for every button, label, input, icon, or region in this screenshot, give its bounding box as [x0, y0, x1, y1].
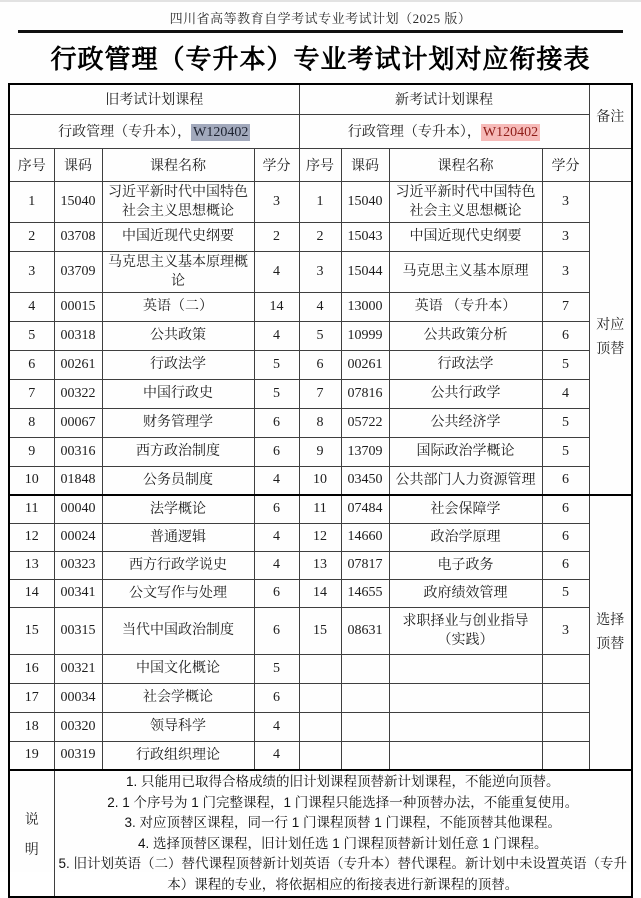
note-line: 3. 对应顶替区课程，同一行 1 门课程顶替 1 门课程，不能顶替其他课程。 [124, 815, 562, 830]
cell-old-no: 19 [9, 741, 54, 770]
cell-new-credit: 6 [542, 495, 589, 523]
cell-new-no: 8 [299, 408, 341, 437]
cell-new-code: 07484 [341, 495, 389, 523]
cell-old-no: 10 [9, 466, 54, 495]
new-plan-header: 新考试计划课程 [299, 84, 589, 114]
cell-old-credit: 5 [254, 654, 299, 683]
cell-old-code: 00316 [54, 437, 102, 466]
cell-new-credit: 5 [542, 437, 589, 466]
notes-body-cell [54, 770, 632, 897]
cell-old-name: 领导科学 [102, 712, 254, 741]
cell-old-credit: 4 [254, 741, 299, 770]
cell-old-name: 行政法学 [102, 350, 254, 379]
cell-old-credit: 4 [254, 466, 299, 495]
cell-new-code: 14660 [341, 523, 389, 551]
cell-new-code: 07816 [341, 379, 389, 408]
cell-old-credit: 6 [254, 579, 299, 607]
cell-new-name: 政府绩效管理 [389, 579, 542, 607]
cell-old-name: 社会学概论 [102, 683, 254, 712]
cell-old-name: 西方行政学说史 [102, 551, 254, 579]
cell-old-name: 法学概论 [102, 495, 254, 523]
cell-new-no: 6 [299, 350, 341, 379]
col-header-old-no: 序号 [9, 148, 54, 181]
cell-new-no: 11 [299, 495, 341, 523]
cell-new-name [389, 654, 542, 683]
cell-old-no: 5 [9, 321, 54, 350]
cell-old-credit: 5 [254, 379, 299, 408]
cell-old-code: 00024 [54, 523, 102, 551]
cell-new-no [299, 683, 341, 712]
course-row [9, 495, 632, 523]
course-row [9, 683, 632, 712]
cell-old-name: 习近平新时代中国特色社会主义思想概论 [102, 181, 254, 222]
cell-old-code: 03709 [54, 251, 102, 292]
course-row [9, 251, 632, 292]
col-header-old-name: 课程名称 [102, 148, 254, 181]
cell-new-code: 07817 [341, 551, 389, 579]
col-header-old-code: 课码 [54, 148, 102, 181]
cell-old-credit: 14 [254, 292, 299, 321]
cell-new-no: 5 [299, 321, 341, 350]
cell-new-credit: 5 [542, 350, 589, 379]
col-header-old-credit: 学分 [254, 148, 299, 181]
cell-old-code: 00322 [54, 379, 102, 408]
cell-old-credit: 6 [254, 495, 299, 523]
cell-new-name: 求职择业与创业指导（实践） [389, 607, 542, 654]
cell-new-code [341, 741, 389, 770]
notes-section [9, 770, 632, 897]
cell-old-code: 00034 [54, 683, 102, 712]
table-header-section [9, 84, 632, 181]
cell-old-no: 16 [9, 654, 54, 683]
cell-new-code: 10999 [341, 321, 389, 350]
cell-new-code [341, 712, 389, 741]
cell-new-no: 2 [299, 222, 341, 251]
cell-old-no: 15 [9, 607, 54, 654]
course-row [9, 551, 632, 579]
cell-new-no [299, 654, 341, 683]
cell-new-code [341, 683, 389, 712]
cell-old-no: 18 [9, 712, 54, 741]
notes-label-cell [9, 770, 54, 897]
notes-row [9, 770, 632, 897]
new-major-cell [299, 114, 589, 148]
cell-old-credit: 6 [254, 683, 299, 712]
cell-old-code: 00015 [54, 292, 102, 321]
cell-old-credit: 6 [254, 607, 299, 654]
note-line: 5. 旧计划英语（二）替代课程顶替新计划英语（专升本）替代课程。新计划中未设置英语（专升本）课程的专业，将依据相应的衔接表进行新课程的顶替。 [58, 856, 627, 892]
cell-old-code: 00319 [54, 741, 102, 770]
notes-label: 说明 [24, 810, 39, 857]
col-header-new-name: 课程名称 [389, 148, 542, 181]
cell-new-no: 1 [299, 181, 341, 222]
cell-new-code: 15044 [341, 251, 389, 292]
plan-header-row [9, 84, 632, 114]
doc-header-text: 四川省高等教育自学考试专业考试计划（2025 版） [169, 11, 472, 26]
cell-old-code: 00261 [54, 350, 102, 379]
cell-old-credit: 6 [254, 437, 299, 466]
cell-new-credit: 6 [542, 466, 589, 495]
cell-new-code: 13709 [341, 437, 389, 466]
cell-old-no: 7 [9, 379, 54, 408]
cell-old-name: 公务员制度 [102, 466, 254, 495]
cell-new-code: 13000 [341, 292, 389, 321]
cell-new-name: 政治学原理 [389, 523, 542, 551]
cell-new-name: 中国近现代史纲要 [389, 222, 542, 251]
course-row [9, 350, 632, 379]
cell-new-code: 08631 [341, 607, 389, 654]
course-rows-section [9, 181, 632, 770]
cell-new-name: 公共经济学 [389, 408, 542, 437]
cell-new-name: 国际政治学概论 [389, 437, 542, 466]
cell-old-no: 4 [9, 292, 54, 321]
cell-old-name: 普通逻辑 [102, 523, 254, 551]
cell-old-code: 00341 [54, 579, 102, 607]
cell-new-name: 公共部门人力资源管理 [389, 466, 542, 495]
major-row [9, 114, 632, 148]
cell-new-credit: 4 [542, 379, 589, 408]
cell-new-credit: 7 [542, 292, 589, 321]
cell-new-code: 15043 [341, 222, 389, 251]
cell-new-name: 习近平新时代中国特色社会主义思想概论 [389, 181, 542, 222]
col-header-new-code: 课码 [341, 148, 389, 181]
cell-new-name [389, 712, 542, 741]
cell-new-code: 05722 [341, 408, 389, 437]
cell-new-name: 马克思主义基本原理 [389, 251, 542, 292]
cell-old-credit: 4 [254, 523, 299, 551]
cell-old-code: 00067 [54, 408, 102, 437]
course-row [9, 222, 632, 251]
cell-old-no: 14 [9, 579, 54, 607]
course-row [9, 741, 632, 770]
cell-old-no: 1 [9, 181, 54, 222]
new-major-label: 行政管理（专升本）， [347, 125, 481, 140]
cell-new-code: 14655 [341, 579, 389, 607]
cell-new-credit: 6 [542, 523, 589, 551]
course-row [9, 437, 632, 466]
course-row [9, 712, 632, 741]
cell-old-name: 中国行政史 [102, 379, 254, 408]
correspondence-table [8, 83, 633, 898]
course-row [9, 181, 632, 222]
cell-new-credit [542, 741, 589, 770]
cell-old-credit: 4 [254, 251, 299, 292]
new-plan-code-highlight: W120402 [482, 125, 539, 140]
cell-old-name: 中国近现代史纲要 [102, 222, 254, 251]
cell-new-code [341, 654, 389, 683]
course-row [9, 379, 632, 408]
cell-new-name: 英语 （专升本） [389, 292, 542, 321]
cell-new-credit [542, 712, 589, 741]
cell-new-code: 00261 [341, 350, 389, 379]
cell-new-no: 13 [299, 551, 341, 579]
cell-old-code: 15040 [54, 181, 102, 222]
column-header-row [9, 148, 632, 181]
cell-old-credit: 2 [254, 222, 299, 251]
cell-new-no: 4 [299, 292, 341, 321]
cell-old-no: 6 [9, 350, 54, 379]
cell-new-credit: 3 [542, 222, 589, 251]
cell-old-name: 中国文化概论 [102, 654, 254, 683]
note-line: 2. 1 个序号为 1 门完整课程，1 门课程只能选择一种顶替办法，不能重复使用。 [107, 794, 579, 810]
cell-new-credit: 3 [542, 251, 589, 292]
cell-new-no [299, 741, 341, 770]
cell-old-credit: 6 [254, 408, 299, 437]
old-plan-code-highlight: W120402 [193, 125, 249, 140]
cell-new-no: 10 [299, 466, 341, 495]
cell-new-code: 03450 [341, 466, 389, 495]
course-row [9, 292, 632, 321]
cell-old-credit: 4 [254, 712, 299, 741]
cell-new-no: 3 [299, 251, 341, 292]
note-line: 4. 选择顶替区课程，旧计划任选 1 门课程顶替新计划任意 1 门课程。 [137, 835, 548, 851]
cell-old-no: 2 [9, 222, 54, 251]
cell-new-no: 14 [299, 579, 341, 607]
course-row [9, 654, 632, 683]
course-row [9, 466, 632, 495]
cell-old-code: 00323 [54, 551, 102, 579]
cell-old-name: 马克思主义基本原理概论 [102, 251, 254, 292]
cell-old-code: 01848 [54, 466, 102, 495]
cell-new-credit: 3 [542, 607, 589, 654]
course-row [9, 523, 632, 551]
cell-old-code: 00040 [54, 495, 102, 523]
cell-new-credit [542, 654, 589, 683]
col-header-new-credit: 学分 [542, 148, 589, 181]
col-header-new-no: 序号 [299, 148, 341, 181]
cell-old-no: 8 [9, 408, 54, 437]
remark-header: 备注 [589, 84, 632, 148]
cell-new-no: 7 [299, 379, 341, 408]
cell-old-no: 3 [9, 251, 54, 292]
cell-old-name: 当代中国政治制度 [102, 607, 254, 654]
remark-choice-cell: 选择顶替 [589, 495, 632, 770]
remark-spacer-cell [589, 148, 632, 181]
cell-old-no: 13 [9, 551, 54, 579]
header-double-rule [18, 30, 623, 33]
cell-new-name [389, 741, 542, 770]
remark-correspond-cell: 对应顶替 [589, 181, 632, 495]
cell-new-credit: 6 [542, 551, 589, 579]
cell-old-credit: 5 [254, 350, 299, 379]
cell-new-code: 15040 [341, 181, 389, 222]
cell-old-name: 行政组织理论 [102, 741, 254, 770]
cell-old-name: 西方政治制度 [102, 437, 254, 466]
cell-old-credit: 4 [254, 551, 299, 579]
cell-new-no: 9 [299, 437, 341, 466]
cell-old-no: 17 [9, 683, 54, 712]
old-major-cell [9, 114, 299, 148]
cell-new-credit: 6 [542, 321, 589, 350]
cell-new-name: 电子政务 [389, 551, 542, 579]
old-plan-header: 旧考试计划课程 [9, 84, 299, 114]
old-major-label: 行政管理（专升本）， [58, 125, 192, 140]
cell-old-name: 财务管理学 [102, 408, 254, 437]
cell-new-credit: 5 [542, 408, 589, 437]
note-line: 1. 只能用已取得合格成绩的旧计划课程顶替新计划课程，不能逆向顶替。 [125, 774, 560, 789]
cell-new-credit: 3 [542, 181, 589, 222]
cell-old-name: 英语（二） [102, 292, 254, 321]
cell-new-no [299, 712, 341, 741]
cell-new-name [389, 683, 542, 712]
cell-old-no: 12 [9, 523, 54, 551]
cell-old-code: 00318 [54, 321, 102, 350]
page-title: 行政管理（专升本）专业考试计划对应衔接表 [50, 44, 591, 74]
cell-new-name: 行政法学 [389, 350, 542, 379]
course-row [9, 321, 632, 350]
cell-old-credit: 3 [254, 181, 299, 222]
cell-new-name: 公共政策分析 [389, 321, 542, 350]
cell-old-code: 00315 [54, 607, 102, 654]
course-row [9, 607, 632, 654]
cell-new-no: 15 [299, 607, 341, 654]
cell-old-code: 00321 [54, 654, 102, 683]
cell-old-code: 03708 [54, 222, 102, 251]
cell-old-name: 公共政策 [102, 321, 254, 350]
cell-new-no: 12 [299, 523, 341, 551]
cell-old-name: 公文写作与处理 [102, 579, 254, 607]
cell-new-credit: 5 [542, 579, 589, 607]
course-row [9, 579, 632, 607]
course-row [9, 408, 632, 437]
cell-new-credit [542, 683, 589, 712]
cell-old-code: 00320 [54, 712, 102, 741]
cell-old-no: 11 [9, 495, 54, 523]
cell-new-name: 公共行政学 [389, 379, 542, 408]
cell-old-no: 9 [9, 437, 54, 466]
cell-new-name: 社会保障学 [389, 495, 542, 523]
cell-old-credit: 4 [254, 321, 299, 350]
